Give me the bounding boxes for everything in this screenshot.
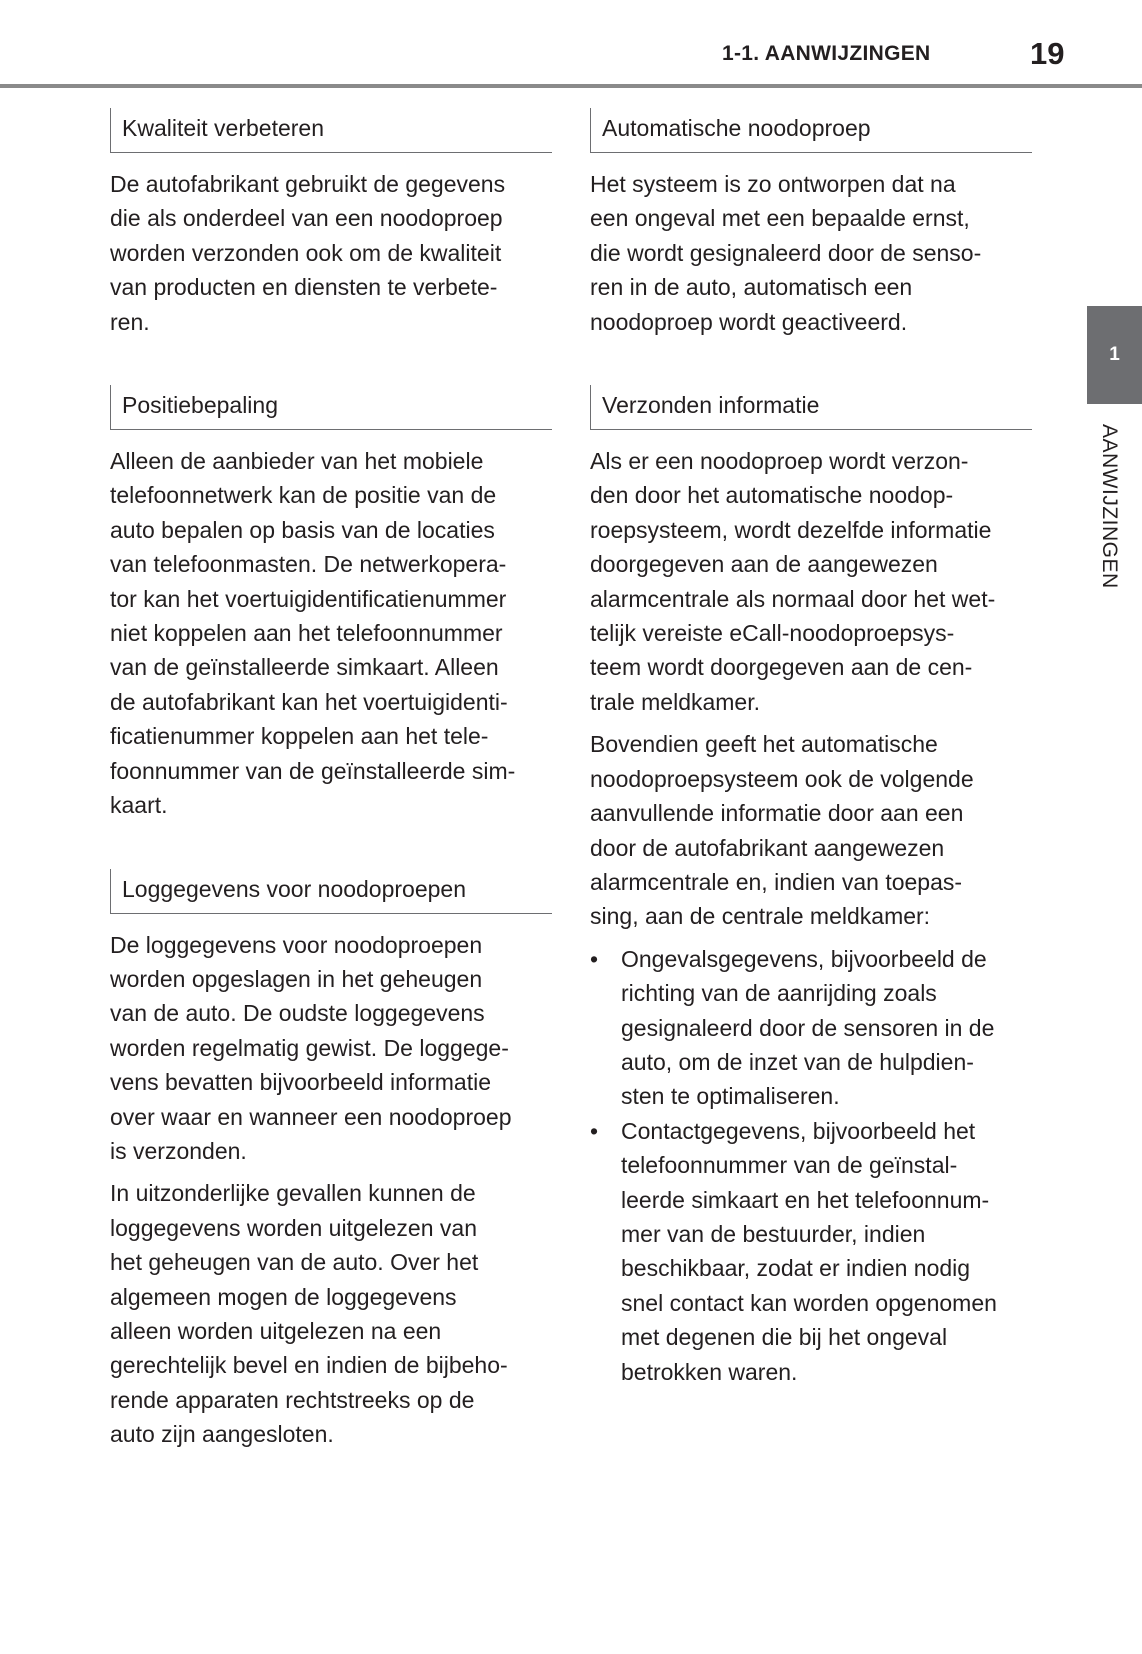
text-line: ficatienummer koppelen aan het tele- xyxy=(110,723,489,750)
bullet-marker: • xyxy=(590,1117,599,1144)
paragraph xyxy=(590,727,1032,933)
text-line: noodoproepsysteem ook de volgende xyxy=(590,765,974,792)
text-line: foonnummer van de geïnstalleerde sim- xyxy=(110,757,516,784)
text-line: Contactgegevens, bijvoorbeeld het xyxy=(621,1117,976,1144)
text-line: den door het automatische noodop- xyxy=(590,482,954,509)
paragraph xyxy=(110,1176,552,1451)
chapter-tab-number: 1 xyxy=(1109,344,1120,365)
text-line: doorgegeven aan de aangewezen xyxy=(590,551,938,578)
bullet-marker: • xyxy=(590,945,599,972)
text-line: richting van de aanrijding zoals xyxy=(621,980,937,1007)
text-line: trale meldkamer. xyxy=(590,688,761,715)
text-line: leerde simkaart en het telefoonnum- xyxy=(621,1186,990,1213)
text-line: van de geïnstalleerde simkaart. Alleen xyxy=(110,654,499,681)
paragraph xyxy=(110,444,552,822)
chapter-tab[interactable] xyxy=(1087,306,1142,404)
text-line: Alleen de aanbieder van het mobiele xyxy=(110,448,484,475)
text-line: Als er een noodoproep wordt verzon- xyxy=(590,448,969,475)
text-line: is verzonden. xyxy=(110,1137,247,1164)
paragraph xyxy=(110,928,552,1169)
section-heading: Verzonden informatie xyxy=(590,385,1032,430)
text-line: van producten en diensten te verbete- xyxy=(110,274,498,301)
chapter-label: AANWIJZINGEN xyxy=(1098,424,1121,589)
text-line: niet koppelen aan het telefoonnummer xyxy=(110,620,503,647)
text-line: ren in de auto, automatisch een xyxy=(590,274,913,301)
text-line: sing, aan de centrale meldkamer: xyxy=(590,903,931,930)
paragraph xyxy=(590,167,1032,339)
text-line: telijk vereiste eCall-noodoproepsys- xyxy=(590,620,955,647)
section-heading: Kwaliteit verbeteren xyxy=(110,108,552,153)
header-divider xyxy=(0,84,1142,88)
text-line: auto bepalen op basis van de locaties xyxy=(110,516,495,543)
text-line: de autofabrikant kan het voertuigidenti- xyxy=(110,688,508,715)
text-line: gerechtelijk bevel en indien de bijbeho- xyxy=(110,1352,508,1379)
text-line: gesignaleerd door de sensoren in de xyxy=(621,1014,995,1041)
text-line: De loggegevens voor noodoproepen xyxy=(110,931,483,958)
text-line: ren. xyxy=(110,308,150,335)
section-heading: Automatische noodoproep xyxy=(590,108,1032,153)
text-line: betrokken waren. xyxy=(621,1358,798,1385)
text-line: auto, om de inzet van de hulpdien- xyxy=(621,1048,974,1075)
text-line: roepsysteem, wordt dezelfde informatie xyxy=(590,516,992,543)
text-line: Het systeem is zo ontworpen dat na xyxy=(590,171,956,197)
bullet-list xyxy=(590,942,1032,1389)
text-line: worden verzonden ook om de kwaliteit xyxy=(110,239,502,266)
list-item xyxy=(590,942,1032,1114)
text-line: alarmcentrale en, indien van toepas- xyxy=(590,868,963,895)
text-line: worden regelmatig gewist. De loggege- xyxy=(110,1034,509,1061)
text-line: noodoproep wordt geactiveerd. xyxy=(590,308,908,335)
section-heading: Loggegevens voor noodoproepen xyxy=(110,869,552,914)
text-line: met degenen die bij het ongeval xyxy=(621,1324,948,1351)
section-heading: Positiebepaling xyxy=(110,385,552,430)
text-line: telefoonnetwerk kan de positie van de xyxy=(110,482,497,509)
list-item xyxy=(590,1114,1032,1389)
text-line: In uitzonderlijke gevallen kunnen de xyxy=(110,1180,476,1207)
text-line: van de auto. De oudste loggegevens xyxy=(110,1000,485,1027)
text-line: Ongevalsgegevens, bijvoorbeeld de xyxy=(621,945,987,972)
text-line: tor kan het voertuigidentificatienummer xyxy=(110,585,507,612)
text-line: een ongeval met een bepaalde ernst, xyxy=(590,205,970,232)
text-line: rende apparaten rechtstreeks op de xyxy=(110,1386,475,1413)
text-line: aanvullende informatie door aan een xyxy=(590,800,964,827)
text-line: alarmcentrale als normaal door het wet- xyxy=(590,585,996,612)
text-line: De autofabrikant gebruikt de gegevens xyxy=(110,171,506,197)
text-line: over waar en wanneer een noodoproep xyxy=(110,1103,512,1130)
text-line: sten te optimaliseren. xyxy=(621,1083,840,1110)
running-header-section: 1-1. AANWIJZINGEN xyxy=(722,42,931,65)
text-line: algemeen mogen de loggegevens xyxy=(110,1283,457,1310)
text-line: die wordt gesignaleerd door de senso- xyxy=(590,239,982,266)
text-line: het geheugen van de auto. Over het xyxy=(110,1249,479,1276)
text-line: telefoonnummer van de geïnstal- xyxy=(621,1152,958,1179)
text-line: worden opgeslagen in het geheugen xyxy=(110,965,483,992)
text-line: teem wordt doorgegeven aan de cen- xyxy=(590,654,973,681)
text-line: door de autofabrikant aangewezen xyxy=(590,834,945,861)
text-line: auto zijn aangesloten. xyxy=(110,1421,334,1448)
text-line: beschikbaar, zodat er indien nodig xyxy=(621,1255,971,1282)
text-line: kaart. xyxy=(110,792,168,819)
text-line: van telefoonmasten. De netwerkopera- xyxy=(110,551,507,578)
paragraph xyxy=(590,444,1032,719)
text-line: Bovendien geeft het automatische xyxy=(590,731,938,758)
left-column xyxy=(110,108,552,1460)
text-line: die als onderdeel van een noodoproep xyxy=(110,205,503,232)
text-line: loggegevens worden uitgelezen van xyxy=(110,1214,477,1241)
page-number: 19 xyxy=(1030,36,1065,71)
text-line: mer van de bestuurder, indien xyxy=(621,1220,926,1247)
text-line: alleen worden uitgelezen na een xyxy=(110,1317,442,1344)
text-line: vens bevatten bijvoorbeeld informatie xyxy=(110,1069,492,1096)
right-column xyxy=(590,108,1032,1389)
text-line: snel contact kan worden opgenomen xyxy=(621,1289,997,1316)
paragraph xyxy=(110,167,552,339)
